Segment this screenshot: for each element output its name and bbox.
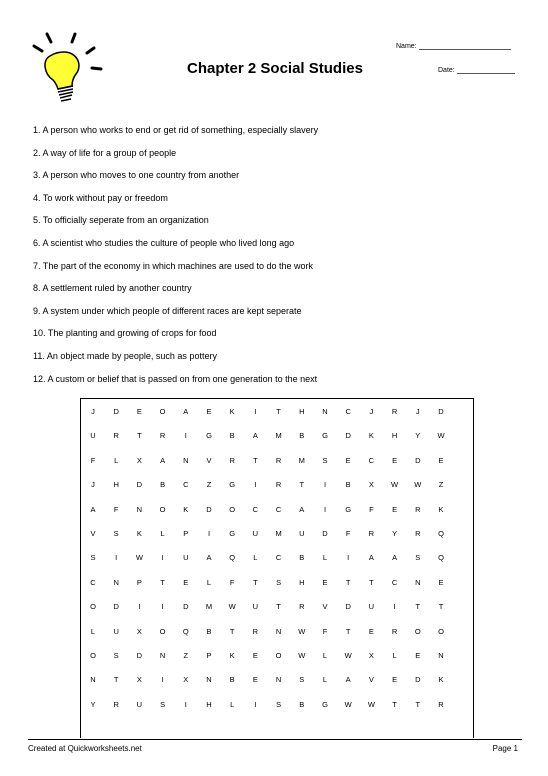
grid-letter[interactable]: B <box>229 675 235 685</box>
grid-letter[interactable]: N <box>206 675 212 685</box>
grid-letter[interactable]: T <box>160 577 165 587</box>
grid-row <box>81 626 473 638</box>
grid-letter[interactable]: G <box>229 480 236 490</box>
grid-letter[interactable]: R <box>368 529 375 538</box>
grid-letter[interactable]: B <box>229 431 235 441</box>
clue-item: 10. The planting and growing of crops for food <box>33 328 217 339</box>
grid-letter[interactable]: R <box>391 407 398 416</box>
grid-letter[interactable]: N <box>183 455 189 465</box>
grid-letter[interactable]: A <box>183 407 189 416</box>
grid-letter[interactable]: E <box>438 577 444 587</box>
footer-page-number: Page 1 <box>492 744 518 753</box>
grid-letter[interactable]: R <box>159 431 166 441</box>
grid-letter[interactable]: O <box>229 504 236 514</box>
grid-letter[interactable]: L <box>392 651 397 660</box>
grid-letter[interactable]: Y <box>90 699 96 709</box>
grid-letter[interactable]: Y <box>392 529 398 538</box>
grid-letter[interactable]: K <box>438 675 444 685</box>
name-label: Name: <box>396 43 417 50</box>
grid-letter[interactable]: Q <box>438 529 444 538</box>
grid-letter[interactable]: L <box>114 455 119 465</box>
grid-letter[interactable]: H <box>299 407 305 416</box>
grid-letter[interactable]: I <box>254 407 257 416</box>
clue-item: 11. An object made by people, such as pottery <box>33 350 217 361</box>
grid-letter[interactable]: J <box>415 407 420 416</box>
clue-item: 8. A settlement ruled by another country <box>33 283 192 294</box>
grid-letter[interactable]: U <box>90 431 96 441</box>
grid-letter[interactable]: D <box>183 602 189 612</box>
footer-divider <box>28 739 522 740</box>
grid-letter[interactable]: N <box>90 675 96 685</box>
grid-letter[interactable]: C <box>391 577 398 587</box>
grid-letter[interactable]: C <box>368 455 375 465</box>
grid-letter[interactable]: P <box>183 529 189 538</box>
grid-letter[interactable]: R <box>391 626 398 636</box>
grid-letter[interactable]: E <box>392 455 398 465</box>
grid-letter[interactable]: E <box>345 455 351 465</box>
grid-letter[interactable]: A <box>392 553 398 563</box>
grid-letter[interactable]: B <box>299 699 305 709</box>
grid-letter[interactable]: V <box>368 675 374 685</box>
grid-letter[interactable]: E <box>415 651 421 660</box>
grid-letter[interactable]: B <box>299 431 305 441</box>
clue-item: 2. A way of life for a group of people <box>33 147 177 158</box>
grid-row <box>81 601 473 613</box>
grid-letter[interactable]: R <box>229 455 235 465</box>
grid-letter[interactable]: S <box>160 699 166 709</box>
footer-credit: Created at Quickworksheets.net <box>28 744 142 753</box>
grid-letter[interactable]: R <box>113 699 119 709</box>
grid-letter[interactable]: D <box>345 602 351 612</box>
grid-letter[interactable]: W <box>135 553 143 563</box>
grid-letter[interactable]: U <box>113 626 119 636</box>
grid-letter[interactable]: T <box>113 675 119 685</box>
grid-letter[interactable]: S <box>322 455 328 465</box>
grid-row <box>81 528 473 540</box>
clue-item: 12. A custom or belief that is passed on from one generation to the next <box>33 373 318 384</box>
date-field <box>438 65 515 74</box>
grid-letter[interactable]: B <box>345 480 351 490</box>
grid-letter[interactable]: J <box>91 480 95 490</box>
grid-letter[interactable]: F <box>322 626 328 636</box>
grid-letter[interactable]: M <box>275 529 282 538</box>
grid-letter[interactable]: E <box>252 651 258 660</box>
grid-letter[interactable]: E <box>322 577 328 587</box>
grid-letter[interactable]: S <box>415 553 421 563</box>
grid-letter[interactable]: S <box>299 675 305 685</box>
grid-letter[interactable]: E <box>368 626 374 636</box>
grid-row <box>81 455 473 467</box>
grid-letter[interactable]: R <box>415 504 421 514</box>
grid-letter[interactable]: D <box>113 407 119 416</box>
word-search-grid <box>80 398 474 738</box>
grid-letter[interactable]: X <box>136 675 142 685</box>
grid-letter[interactable]: L <box>230 699 235 709</box>
grid-letter[interactable]: O <box>275 651 282 660</box>
grid-letter[interactable]: G <box>229 529 236 538</box>
grid-letter[interactable]: T <box>415 602 421 612</box>
grid-letter[interactable]: T <box>276 407 281 416</box>
grid-letter[interactable]: X <box>136 455 142 465</box>
grid-letter[interactable]: W <box>298 651 306 660</box>
grid-letter[interactable]: W <box>391 480 399 490</box>
grid-row <box>81 699 473 711</box>
grid-letter[interactable]: Z <box>206 480 212 490</box>
grid-letter[interactable]: A <box>368 553 374 563</box>
grid-letter[interactable]: U <box>252 529 259 538</box>
grid-letter[interactable]: F <box>90 455 96 465</box>
grid-letter[interactable]: N <box>275 675 282 685</box>
grid-letter[interactable]: H <box>391 431 398 441</box>
grid-letter[interactable]: D <box>136 651 143 660</box>
grid-letter[interactable]: P <box>136 577 142 587</box>
grid-letter[interactable]: M <box>205 602 213 612</box>
grid-letter[interactable]: U <box>183 553 189 563</box>
grid-row <box>81 406 473 418</box>
grid-row <box>81 552 473 564</box>
grid-letter[interactable]: W <box>298 626 306 636</box>
grid-letter[interactable]: J <box>369 407 374 416</box>
grid-letter[interactable]: X <box>368 651 374 660</box>
grid-letter[interactable]: E <box>252 675 258 685</box>
grid-letter[interactable]: R <box>252 626 259 636</box>
grid-letter[interactable]: C <box>345 407 351 416</box>
grid-letter[interactable]: L <box>253 553 258 563</box>
grid-letter[interactable]: B <box>160 480 166 490</box>
grid-row <box>81 504 473 516</box>
grid-letter[interactable]: N <box>438 651 444 660</box>
clue-item: 4. To work without pay or freedom <box>33 192 168 203</box>
grid-letter[interactable]: I <box>161 553 164 563</box>
grid-letter[interactable]: E <box>392 504 398 514</box>
grid-letter[interactable]: F <box>369 504 374 514</box>
grid-letter[interactable]: T <box>392 699 397 709</box>
grid-letter[interactable]: I <box>323 480 327 490</box>
grid-letter[interactable]: L <box>322 675 328 685</box>
grid-letter[interactable]: S <box>276 699 282 709</box>
grid-letter[interactable]: R <box>438 699 444 709</box>
page-title: Chapter 2 Social Studies <box>187 60 363 77</box>
grid-letter[interactable]: R <box>113 431 119 441</box>
grid-letter[interactable]: Q <box>438 553 444 563</box>
date-line[interactable] <box>457 65 515 74</box>
grid-letter[interactable]: P <box>206 651 212 660</box>
grid-letter[interactable]: E <box>136 407 142 416</box>
grid-letter[interactable]: T <box>276 602 281 612</box>
grid-letter[interactable]: V <box>322 602 328 612</box>
grid-letter[interactable]: R <box>299 602 305 612</box>
grid-letter[interactable]: I <box>115 553 118 563</box>
grid-letter[interactable]: I <box>254 480 257 490</box>
grid-letter[interactable]: I <box>184 431 187 441</box>
grid-letter[interactable]: A <box>345 675 351 685</box>
grid-letter[interactable]: R <box>415 529 421 538</box>
grid-letter[interactable]: A <box>90 504 96 514</box>
grid-letter[interactable]: O <box>90 651 96 660</box>
grid-letter[interactable]: C <box>275 504 282 514</box>
grid-letter[interactable]: K <box>136 529 142 538</box>
grid-letter[interactable]: L <box>90 626 96 636</box>
grid-letter[interactable]: A <box>206 553 212 563</box>
clue-item: 7. The part of the economy in which machines are used to do the work <box>33 260 313 271</box>
grid-letter[interactable]: I <box>207 529 211 538</box>
grid-letter[interactable]: T <box>299 480 305 490</box>
grid-letter[interactable]: F <box>345 529 351 538</box>
grid-letter[interactable]: G <box>345 504 352 514</box>
grid-letter[interactable]: C <box>183 480 189 490</box>
grid-letter[interactable]: W <box>414 480 422 490</box>
grid-letter[interactable]: J <box>91 407 95 416</box>
grid-letter[interactable]: F <box>229 577 235 587</box>
grid-letter[interactable]: N <box>275 626 282 636</box>
grid-letter[interactable]: I <box>138 602 141 612</box>
grid-letter[interactable]: G <box>322 431 328 441</box>
grid-row <box>81 674 473 686</box>
grid-letter[interactable]: O <box>159 407 166 416</box>
grid-row <box>81 650 473 662</box>
grid-letter[interactable]: B <box>206 626 212 636</box>
grid-letter[interactable]: I <box>161 602 164 612</box>
grid-letter[interactable]: W <box>228 602 236 612</box>
grid-letter[interactable]: M <box>275 431 282 441</box>
grid-letter[interactable]: O <box>438 626 444 636</box>
clue-item: 6. A scientist who studies the culture of people who lived long ago <box>33 237 295 248</box>
grid-letter[interactable]: S <box>90 553 96 563</box>
clue-item: 1. A person who works to end or get rid of something, especially slavery <box>33 125 319 135</box>
grid-letter[interactable]: E <box>438 455 444 465</box>
grid-letter[interactable]: T <box>253 577 258 587</box>
grid-letter[interactable]: E <box>183 577 189 587</box>
grid-letter[interactable]: D <box>322 529 328 538</box>
grid-letter[interactable]: A <box>160 455 166 465</box>
grid-letter[interactable]: B <box>299 553 305 563</box>
grid-letter[interactable]: D <box>345 431 351 441</box>
grid-letter[interactable]: U <box>252 602 259 612</box>
grid-letter[interactable]: L <box>160 529 165 538</box>
grid-letter[interactable]: Z <box>438 480 444 490</box>
grid-row <box>81 430 473 442</box>
grid-letter[interactable]: K <box>368 431 374 441</box>
grid-letter[interactable]: D <box>136 480 143 490</box>
grid-letter[interactable]: I <box>161 675 164 685</box>
grid-letter[interactable]: X <box>136 626 142 636</box>
light-bulb-icon <box>28 32 108 106</box>
grid-letter[interactable]: F <box>113 504 119 514</box>
grid-letter[interactable]: U <box>368 602 375 612</box>
name-field <box>396 41 511 50</box>
grid-letter[interactable]: W <box>437 431 445 441</box>
grid-letter[interactable]: O <box>159 504 166 514</box>
grid-letter[interactable]: D <box>438 407 444 416</box>
grid-letter[interactable]: D <box>415 455 421 465</box>
grid-row <box>81 577 473 589</box>
grid-letter[interactable]: H <box>113 480 119 490</box>
grid-letter[interactable]: L <box>206 577 212 587</box>
date-label: Date: <box>438 67 455 74</box>
grid-letter[interactable]: K <box>229 651 235 660</box>
grid-letter[interactable]: T <box>229 626 235 636</box>
grid-letter[interactable]: X <box>368 480 374 490</box>
grid-letter[interactable]: I <box>393 602 396 612</box>
grid-letter[interactable]: W <box>344 699 352 709</box>
grid-letter[interactable]: U <box>136 699 143 709</box>
grid-letter[interactable]: M <box>298 455 305 465</box>
grid-letter[interactable]: X <box>183 675 189 685</box>
grid-letter[interactable]: K <box>183 504 189 514</box>
grid-letter[interactable]: N <box>159 651 166 660</box>
grid-letter[interactable]: A <box>299 504 305 514</box>
grid-letter[interactable]: N <box>322 407 328 416</box>
grid-letter[interactable]: T <box>415 699 421 709</box>
grid-letter[interactable]: W <box>344 651 352 660</box>
grid-letter[interactable]: T <box>345 577 351 587</box>
grid-letter[interactable]: N <box>113 577 119 587</box>
clue-item: 3. A person who moves to one country from another <box>33 170 240 181</box>
grid-letter[interactable]: T <box>369 577 374 587</box>
grid-letter[interactable]: V <box>206 455 212 465</box>
grid-letter[interactable]: Z <box>183 651 189 660</box>
grid-letter[interactable]: H <box>299 577 305 587</box>
grid-letter[interactable]: R <box>275 455 282 465</box>
grid-row <box>81 479 473 491</box>
grid-letter[interactable]: K <box>229 407 235 416</box>
grid-letter[interactable]: T <box>137 431 142 441</box>
grid-letter[interactable]: U <box>299 529 305 538</box>
grid-letter[interactable]: S <box>276 577 282 587</box>
grid-letter[interactable]: O <box>90 602 96 612</box>
grid-letter[interactable]: N <box>136 504 143 514</box>
grid-letter[interactable]: H <box>206 699 212 709</box>
grid-letter[interactable]: S <box>113 651 119 660</box>
grid-letter[interactable]: T <box>438 602 444 612</box>
grid-letter[interactable]: O <box>159 626 166 636</box>
grid-letter[interactable]: S <box>113 529 119 538</box>
grid-letter[interactable]: T <box>253 455 258 465</box>
clue-item: 9. A system under which people of different races are kept seperate <box>33 305 302 316</box>
grid-letter[interactable]: I <box>347 553 350 563</box>
grid-letter[interactable]: C <box>90 577 96 587</box>
grid-letter[interactable]: D <box>415 675 421 685</box>
grid-letter[interactable]: G <box>322 699 328 709</box>
grid-letter[interactable]: L <box>322 553 328 563</box>
grid-letter[interactable]: W <box>367 699 375 709</box>
grid-letter[interactable]: C <box>252 504 259 514</box>
clue-item: 5. To officially seperate from an organization <box>33 215 209 226</box>
name-line[interactable] <box>419 41 511 50</box>
grid-letter[interactable]: V <box>90 529 96 538</box>
grid-letter[interactable]: T <box>345 626 351 636</box>
grid-letter[interactable]: I <box>184 699 187 709</box>
grid-letter[interactable]: L <box>322 651 328 660</box>
grid-letter[interactable]: A <box>252 431 258 441</box>
grid-letter[interactable]: C <box>275 553 282 563</box>
grid-letter[interactable]: E <box>392 675 398 685</box>
grid-letter[interactable]: E <box>206 407 212 416</box>
grid-letter[interactable]: I <box>323 504 327 514</box>
grid-letter[interactable]: D <box>113 602 119 612</box>
grid-letter[interactable]: Q <box>182 626 189 636</box>
grid-letter[interactable]: D <box>206 504 212 514</box>
grid-letter[interactable]: O <box>414 626 421 636</box>
grid-letter[interactable]: G <box>206 431 212 441</box>
grid-letter[interactable]: Q <box>229 553 236 563</box>
grid-letter[interactable]: Y <box>415 431 421 441</box>
grid-letter[interactable]: N <box>415 577 421 587</box>
clue-list <box>33 125 318 396</box>
grid-letter[interactable]: I <box>254 699 257 709</box>
grid-letter[interactable]: R <box>275 480 282 490</box>
grid-letter[interactable]: K <box>438 504 444 514</box>
